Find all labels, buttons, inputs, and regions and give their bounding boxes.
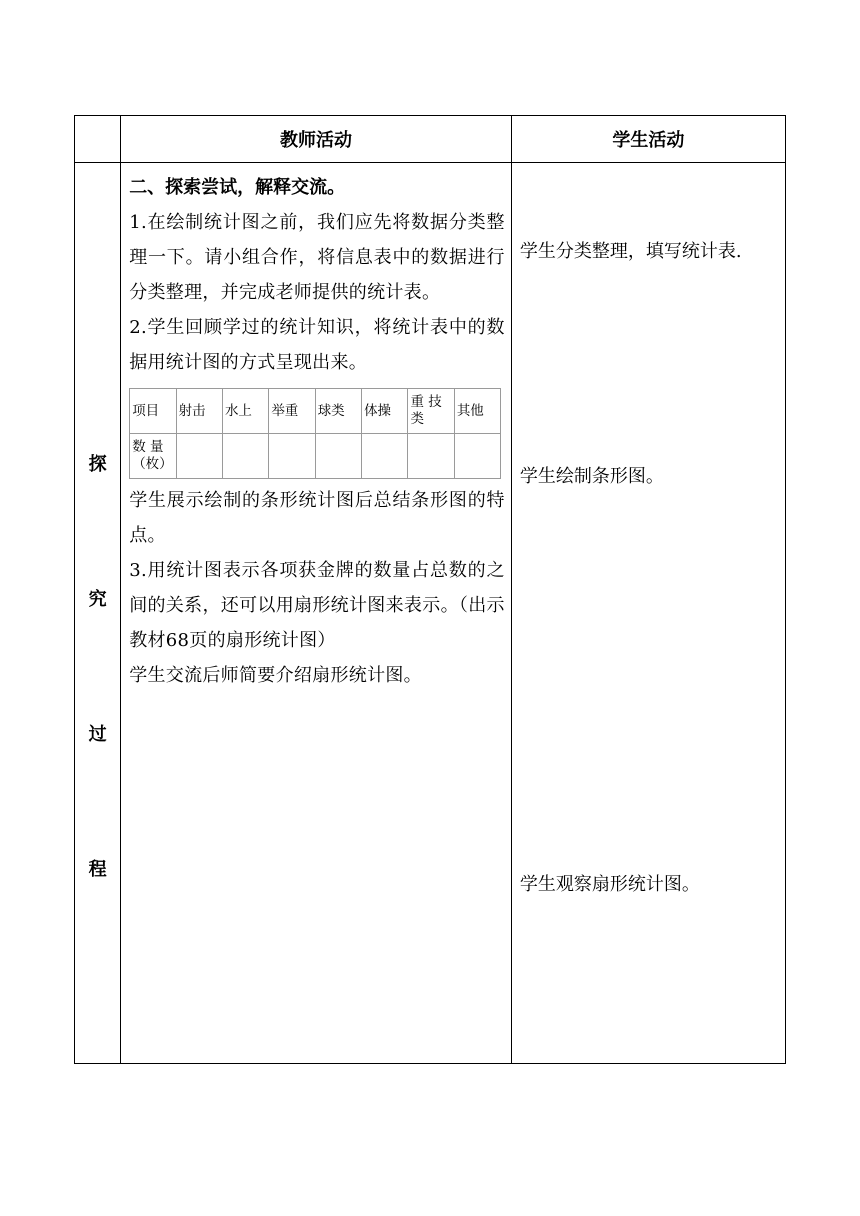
student-activity-text: 学生观察扇形统计图。 [519, 874, 700, 895]
lesson-plan-table [74, 115, 786, 1064]
teacher-paragraph: 1.在绘制统计图之前，我们应先将数据分类整理一下。请小组合作，将信息表中的数据进行分类整理，并完成老师提供的统计表。 [129, 212, 505, 303]
medal-table-header: 水上 [222, 389, 268, 434]
medal-table-header-row [130, 389, 501, 434]
student-activity-cell [511, 163, 785, 1064]
medal-table-count-row [130, 434, 501, 479]
medal-count-cell [269, 434, 315, 479]
student-activity-text: 学生绘制条形图。 [519, 466, 664, 487]
teacher-paragraph: 3.用统计图表示各项获金牌的数量占总数的之间的关系，还可以用扇形统计图来表示。（出示教材68页的扇形统计图） [129, 560, 505, 651]
stage-char: 究 [88, 589, 107, 610]
medal-table-header: 射击 [176, 389, 222, 434]
medal-table-header: 体操 [362, 389, 408, 434]
content-row [75, 163, 786, 1064]
medal-table-header: 举重 [269, 389, 315, 434]
medal-count-cell [362, 434, 408, 479]
stage-char: 过 [88, 724, 107, 745]
stage-header-cell [75, 116, 121, 163]
medal-table-header: 项目 [130, 389, 176, 434]
teacher-activity-cell [121, 163, 512, 1064]
teacher-paragraph: 2.学生回顾学过的统计知识，将统计表中的数据用统计图的方式呈现出来。 [129, 317, 505, 373]
student-activity-text: 学生分类整理，填写统计表. [519, 241, 742, 262]
student-activity-header: 学生活动 [511, 116, 785, 163]
medal-count-label: 数 量（枚） [130, 434, 176, 479]
stage-char: 探 [88, 454, 107, 475]
section-title: 二、探索尝试，解释交流。 [129, 177, 346, 198]
stage-char: 程 [88, 859, 107, 880]
medal-count-cell [454, 434, 500, 479]
medal-table-header: 其他 [454, 389, 500, 434]
teacher-paragraph: 学生展示绘制的条形统计图后总结条形图的特点。 [129, 490, 505, 546]
teacher-activity-header: 教师活动 [121, 116, 512, 163]
medal-count-cell [222, 434, 268, 479]
header-row [75, 116, 786, 163]
teacher-paragraph: 学生交流后师简要介绍扇形统计图。 [129, 665, 422, 686]
medal-count-cell [408, 434, 454, 479]
medal-stats-table [129, 388, 501, 479]
medal-count-cell [176, 434, 222, 479]
medal-table-header: 重 技类 [408, 389, 454, 434]
stage-cell [75, 163, 121, 1064]
medal-count-cell [315, 434, 361, 479]
medal-table-header: 球类 [315, 389, 361, 434]
